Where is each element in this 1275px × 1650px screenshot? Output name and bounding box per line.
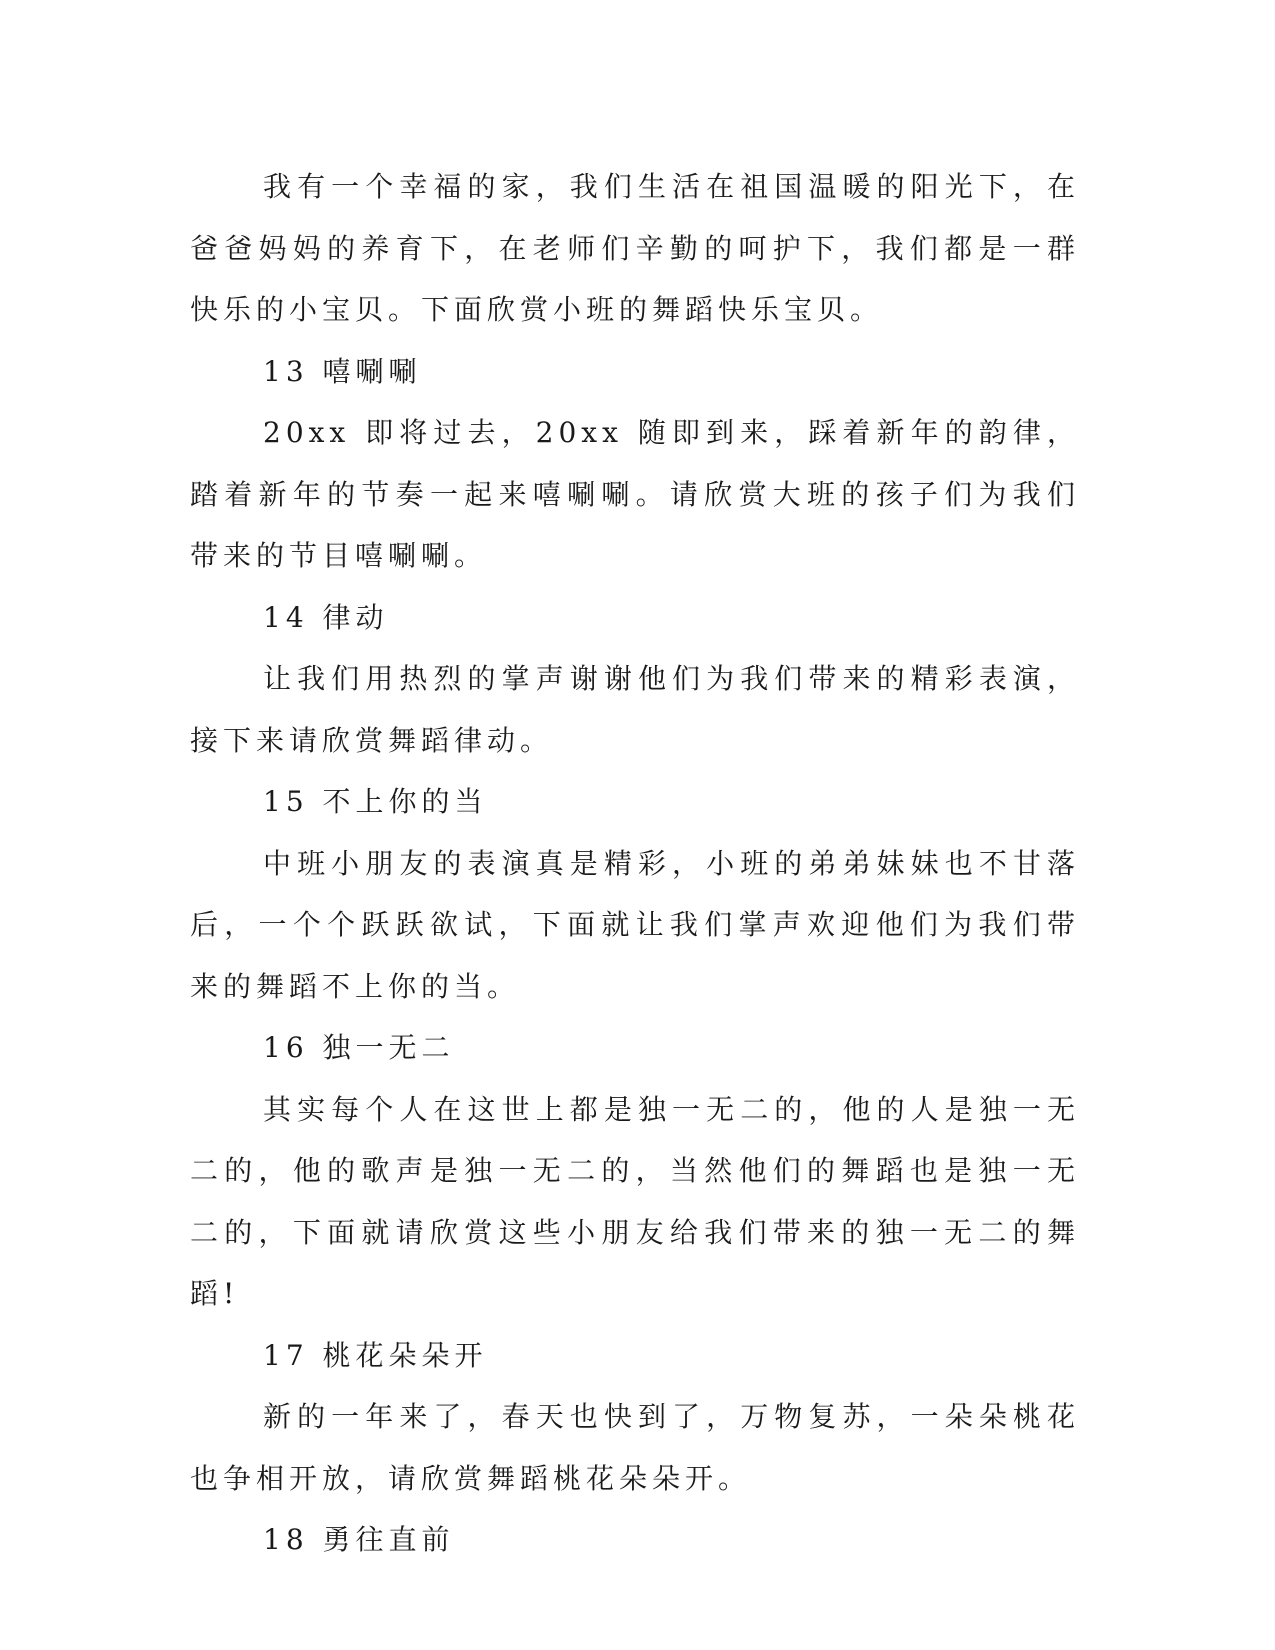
- paragraph-rhythm: 让我们用热烈的掌声谢谢他们为我们带来的精彩表演，接下来请欣赏舞蹈律动。: [190, 662, 1080, 757]
- paragraph-not-fooled: 中班小朋友的表演真是精彩，小班的弟弟妹妹也不甘落后，一个个跃跃欲试，下面就让我们掌声欢迎他们为我们带来的舞蹈不上你的当。: [190, 846, 1080, 1003]
- paragraph-unique: 其实每个人在这世上都是独一无二的，他的人是独一无二的，他的歌声是独一无二的，当然他们的舞蹈也是独一无二的，下面就请欣赏这些小朋友给我们带来的独一无二的舞蹈!: [190, 1092, 1080, 1310]
- program-heading-13: 13 嘻唰唰: [263, 354, 422, 388]
- paragraph-xishuashua: 20xx 即将过去，20xx 随即到来，踩着新年的韵律，踏着新年的节奏一起来嘻唰唰。请欣赏大班的孩子们为我们带来的节目嘻唰唰。: [190, 416, 1080, 572]
- program-heading-14: 14 律动: [263, 600, 389, 634]
- document-body: [190, 156, 1080, 1571]
- program-heading-15: 15 不上你的当: [263, 785, 488, 818]
- paragraph-happy-family: 我有一个幸福的家，我们生活在祖国温暖的阳光下，在爸爸妈妈的养育下，在老师们辛勤的呵护下，我们都是一群快乐的小宝贝。下面欣赏小班的舞蹈快乐宝贝。: [190, 170, 1080, 326]
- paragraph-peach-blossom: 新的一年来了，春天也快到了，万物复苏，一朵朵桃花也争相开放，请欣赏舞蹈桃花朵朵开。: [190, 1400, 1080, 1495]
- program-heading-18: 18 勇往直前: [263, 1523, 455, 1556]
- program-heading-16: 16 独一无二: [263, 1031, 455, 1064]
- program-heading-17: 17 桃花朵朵开: [263, 1338, 488, 1372]
